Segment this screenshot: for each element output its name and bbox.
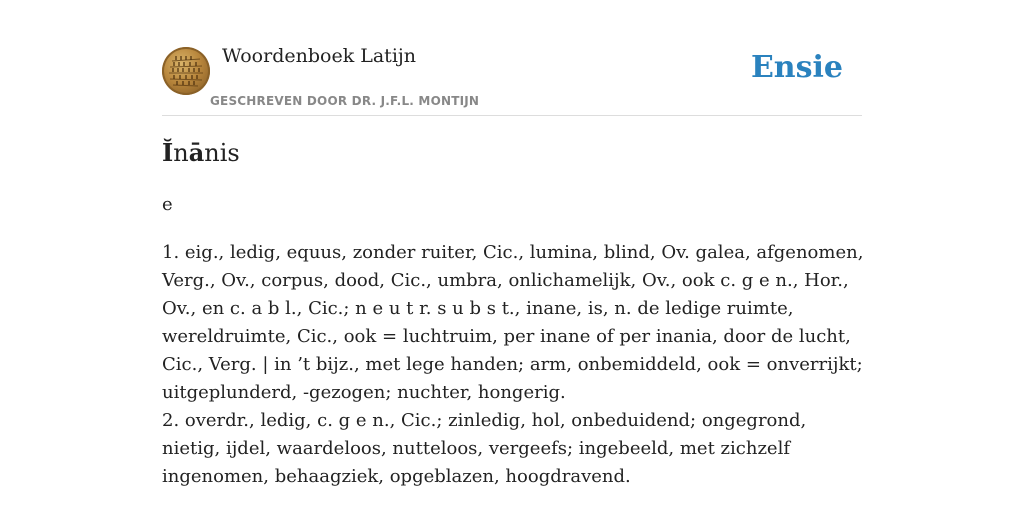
sense-1: 1. eig., ledig, equus, zonder ruiter, Cic., lumina, blind, Ov. galea, afgenomen, Verg., Ov., corpus, dood, Cic., umbra, onlichamelijk, Ov., ook c. g e n., Hor., Ov., en c. a b l., Cic.; n e u t r. s u b s t., inane, is, n. de ledige ruimte, wereldruimte, Cic., ook = luchtruim, per inane of per inania, door de lucht, Cic., Verg. | in ’t bijz., met lege handen; arm, onbemiddeld, ook = onverrijkt; uitgeplunderd, -gezogen; nuchter, hongerig. bbox=[162, 242, 864, 403]
headword-part-4: nis bbox=[204, 139, 240, 167]
headword-part-2: n bbox=[173, 139, 189, 167]
page bbox=[162, 0, 864, 487]
author-byline[interactable]: GESCHREVEN DOOR DR. J.F.L. MONTIJN bbox=[210, 94, 480, 108]
header bbox=[162, 0, 862, 116]
book-title[interactable]: Woordenboek Latijn bbox=[222, 45, 417, 67]
brand-logo[interactable]: Ensie bbox=[750, 50, 843, 85]
latin-inscription-coin-icon[interactable] bbox=[162, 47, 210, 95]
entry-headword bbox=[162, 138, 240, 167]
headword-part-1: Ĭ bbox=[162, 138, 174, 167]
headword-part-3: ā bbox=[188, 138, 205, 167]
grammar-info: e bbox=[162, 194, 173, 215]
sense-2: 2. overdr., ledig, c. g e n., Cic.; zinledig, hol, onbeduidend; ongegrond, nietig, ijdel, waardeloos, nutteloos, vergeefs; ingebeeld, met zichzelf ingenomen, behaagziek, opgeblazen, hoogdravend. bbox=[162, 410, 807, 487]
entry-definition bbox=[162, 239, 867, 491]
